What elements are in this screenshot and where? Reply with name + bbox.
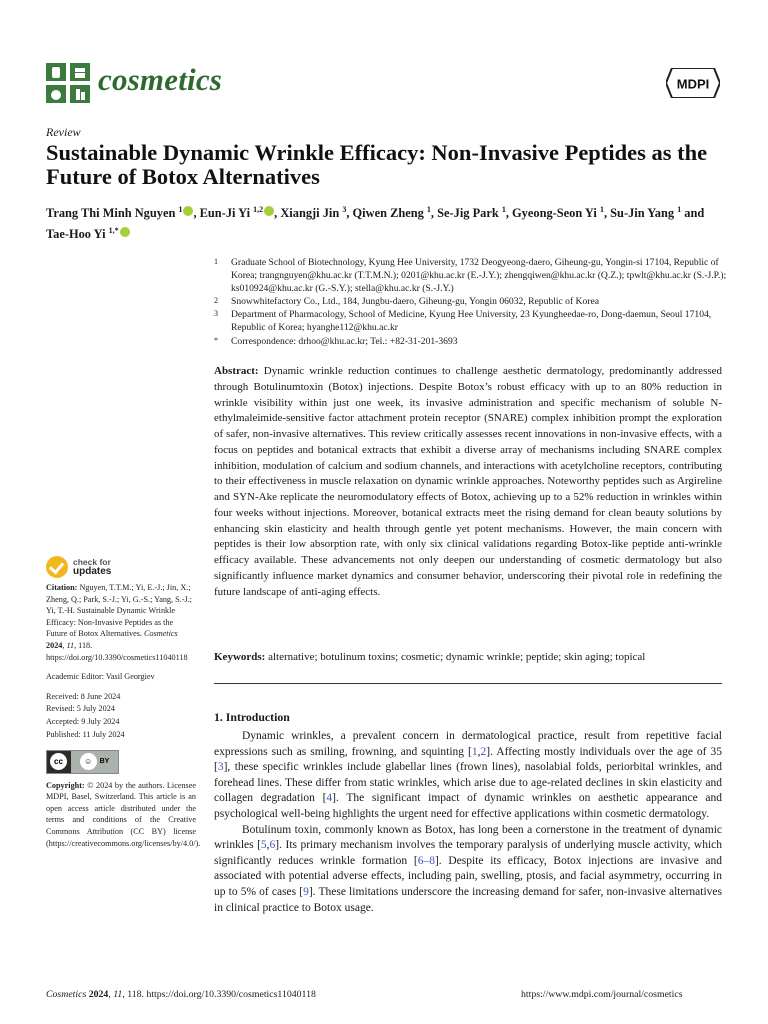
- attribution-person-icon: ☺: [80, 753, 97, 770]
- paragraph-text: ,: [266, 839, 270, 852]
- author-name: Qiwen Zheng: [352, 206, 424, 221]
- accepted-date: Accepted: 9 July 2024: [46, 717, 120, 727]
- affiliation-text: Graduate School of Biotechnology, Kyung Hee University, 1732 Deogyeong-daero, Giheung-gu, Yongin-si 17104, Republic of Korea; trangnguyen@khu.ac.kr (T.T.M.N.); 0201@khu.ac.kr (E.-J.Y.); zhengqiwen@khu.ac.kr (Q.Z.); tpwlt@khu.ac.kr (S.-J.P.); ks010924@khu.ac.kr (G.-S.Y.); stella@khu.ac.kr (S.-J.Y.): [231, 257, 727, 295]
- author-affiliation-mark: 3: [342, 205, 347, 214]
- author-name: Tae-Hoo Yi: [46, 227, 106, 242]
- affiliation-item: [214, 295, 729, 308]
- affiliation-mark: 2: [214, 296, 218, 306]
- published-date: Published: 11 July 2024: [46, 729, 125, 739]
- author-name: Su-Jin Yang: [610, 206, 675, 221]
- mdpi-logo: [666, 68, 720, 98]
- reference-link[interactable]: 4: [326, 792, 333, 805]
- article-type: Review: [46, 125, 81, 139]
- citation-doi[interactable]: , 118. https://doi.org/10.3390/cosmetics11040118: [46, 640, 188, 662]
- footer-journal-url[interactable]: https://www.mdpi.com/journal/cosmetics: [521, 989, 683, 1000]
- copyright-text: © 2024 by the authors. Licensee MDPI, Basel, Switzerland. This article is an open access article distributed under the terms and conditions of the Creative Commons Attribution (CC BY) license (https://creativecommons.org/licenses/by/4.0/).: [46, 780, 201, 848]
- footer-year: 2024: [88, 989, 109, 1000]
- author-affiliation-mark: 1: [501, 205, 506, 214]
- affiliation-text: Correspondence: drhoo@khu.ac.kr; Tel.: +82-31-201-3693: [231, 335, 458, 347]
- author-separator: ,: [505, 206, 513, 221]
- author-name: Gyeong-Seon Yi: [512, 206, 597, 221]
- abstract-text: Dynamic wrinkle reduction continues to challenge aesthetic dermatology, predominantly addressed through Botulinumtoxin (Botox) injections. Despite Botox’s robust efficacy with up to an 80% reduction in wrinkle visibility within just one week, its invasive administration and specific mechanism of soluble N-ethylmaleimide-sensitive factor attachment protein receptor (SNARE) complex inhibition prompt the exploration of safer, non-invasive alternatives. This review critically assesses recent innovations in non-invasive effects, with a focus on peptides and botanical extracts that exhibit a diverse array of mechanisms including SNARE complex inhibition, modulation of calcium and sodium channels, and interactions with acetylcholine receptors, contributing to their effectiveness in muscle relaxation on dynamic wrinkle approaches. Noteworthy peptides such as Argireline and SYN-Ake replicate the neuromodulatory effects of Botox, achieving up to a 52% reduction in wrinkles within four weeks without injections. Moreover, botanical extracts meet the rising demand for clean beauty solutions by enhancing skin elasticity and health through gentle yet potent mechanisms. However, the main concern with peptides is their low absorption rate, with only six clinical validations regarding Botox-like peptide anti-wrinkle efficacy available. These advancements not only deepen our understanding of cosmetic dermatology but also significantly influence market dynamics and consumer behavior, underscoring their pivotal role in redefining the future landscape of anti-aging effects.: [214, 365, 723, 598]
- affiliations: [214, 256, 729, 348]
- paragraph-text: ], these specific wrinkles include glabellar lines (frown lines), nasolabial folds, periorbital wrinkles, and forehead lines. These differ from static wrinkles, which arise due to age-related declines in skin elasticity and collagen degradation [: [214, 761, 722, 805]
- reference-link[interactable]: 5: [260, 839, 267, 852]
- affiliation-text: Snowwhitefactory Co., Ltd., 184, Jungbu-daero, Giheung-gu, Yongin 06032, Republic of Korea: [231, 296, 599, 308]
- footer-citation: Cosmetics 2024, 11, 118. https://doi.org/10.3390/cosmetics11040118: [46, 989, 316, 1000]
- received-date: Received: 8 June 2024: [46, 691, 121, 701]
- reference-link[interactable]: 3: [217, 761, 224, 774]
- author-separator: ,: [274, 206, 281, 221]
- checkmark-icon: [46, 556, 68, 578]
- paragraph-text: Dynamic wrinkles, a prevalent concern in dermatological practice, result from repetitive facial expressions such as smiling, frowning, and squinting [: [214, 730, 722, 758]
- author-name: Se-Jig Park: [437, 206, 499, 221]
- paragraph-text: ]. The significant impact of dynamic wrinkles on aesthetic appearance and psychological well-being highlights the urgent need for effective applications within cosmetic dermatology.: [214, 792, 722, 820]
- introduction-body: [214, 729, 722, 916]
- orcid-icon[interactable]: [183, 206, 193, 216]
- academic-editor: Academic Editor: Vasil Georgiev: [46, 672, 155, 682]
- paper-title: Sustainable Dynamic Wrinkle Efficacy: Non-Invasive Peptides as the Future of Botox Alternatives: [46, 140, 708, 189]
- paragraph-text: ]. These limitations underscore the increasing demand for safer, non-invasive alternatives in clinical practice to Botox usage.: [214, 885, 722, 914]
- footer-doi[interactable]: , 118. https://doi.org/10.3390/cosmetics11040118: [122, 989, 316, 1000]
- citation-journal: Cosmetics: [144, 629, 178, 639]
- author-affiliation-mark: 1: [178, 205, 183, 214]
- author-list: [46, 201, 726, 243]
- reference-link[interactable]: 6: [269, 839, 276, 852]
- paragraph-text: ,: [477, 745, 481, 758]
- author-affiliation-mark: 1: [599, 205, 604, 214]
- footer-journal: Cosmetics: [46, 989, 87, 1000]
- author-affiliation-mark: 1: [426, 205, 431, 214]
- check-for-updates-button[interactable]: [46, 556, 196, 578]
- affiliation-item: [214, 256, 729, 295]
- section-divider: [214, 683, 722, 684]
- abstract: [214, 364, 722, 600]
- copyright-label: Copyright:: [46, 780, 85, 790]
- affiliation-mark: 3: [214, 309, 218, 319]
- check-for-label: check for: [73, 557, 111, 567]
- author-separator: ,: [346, 206, 353, 221]
- orcid-icon[interactable]: [120, 227, 130, 237]
- keywords: [214, 650, 722, 665]
- author-affiliation-mark: 1,2: [253, 205, 264, 214]
- author-affiliation-mark: 1,*: [108, 226, 119, 236]
- footer-volume: 11: [113, 989, 123, 1000]
- journal-logo-icon: [46, 63, 90, 103]
- mdpi-logo-text: MDPI: [676, 76, 710, 92]
- paragraph-text: ]. Affecting mostly individuals over the age of 35 [: [214, 745, 722, 774]
- affiliation-mark: *: [214, 335, 218, 345]
- author-separator: ,: [430, 206, 438, 221]
- paragraph-text: ]. Its primary mechanism involves the temporary paralysis of underlying muscle activity, which significantly reduces wrinkle formation [: [214, 839, 722, 867]
- citation-volume: 11: [66, 640, 75, 650]
- reference-link[interactable]: 9: [303, 885, 309, 898]
- updates-label: updates: [73, 566, 112, 577]
- author-name: Xiangji Jin: [280, 206, 340, 221]
- cc-icon: cc: [50, 753, 67, 770]
- paragraph: [214, 823, 722, 917]
- author-separator: ,: [193, 206, 200, 221]
- journal-name: cosmetics: [98, 62, 223, 97]
- author-affiliation-mark: 1: [677, 205, 682, 214]
- author-separator: and: [681, 206, 705, 221]
- author-name: Eun-Ji Yi: [199, 206, 251, 221]
- paragraph-text: Botulinum toxin, commonly known as Botox, has long been a cornerstone in the treatment of dynamic wrinkles [: [214, 823, 722, 852]
- affiliation-item: [214, 335, 729, 348]
- author-separator: ,: [603, 206, 611, 221]
- reference-link[interactable]: 6–8: [417, 854, 435, 867]
- affiliation-text: Department of Pharmacology, School of Medicine, Kyung Hee University, 23 Kyungheedae-ro, Dong-daemun, Seoul 17104, Republic of Korea; hyanghe112@khu.ac.kr: [231, 309, 712, 334]
- paragraph-text: ]. Despite its efficacy, Botox injections are invasive and associated with potential adverse effects, including pain, swelling, ptosis, and facial asymmetry, occurring in up to 5% of cases [: [214, 854, 722, 898]
- reference-link[interactable]: 2: [480, 745, 487, 758]
- keywords-label: Keywords:: [214, 651, 266, 663]
- reference-link[interactable]: 1: [471, 745, 478, 758]
- orcid-icon[interactable]: [264, 206, 274, 216]
- section-heading-introduction: 1. Introduction: [214, 710, 290, 724]
- cc-by-license-badge[interactable]: [46, 750, 119, 774]
- citation-text: Nguyen, T.T.M.; Yi, E.-J.; Jin, X.; Zheng, Q.; Park, S.-J.; Yi, G.-S.; Yang, S.-J.; Yi, T.-H. Sustainable Dynamic Wrinkle Efficacy: Non-Invasive Peptides as the Future of Botox Alternatives.: [46, 583, 192, 639]
- by-label: BY: [99, 757, 110, 765]
- author-name: Trang Thi Minh Nguyen: [46, 206, 176, 221]
- citation-year: 2024: [46, 640, 63, 650]
- copyright: [46, 780, 201, 850]
- citation: Citation: Nguyen, T.T.M.; Yi, E.-J.; Jin, X.; Zheng, Q.; Park, S.-J.; Yi, G.-S.; Yang, S.-J.; Yi, T.-H. Sustainable Dynamic Wrinkle Efficacy: Non-Invasive Peptides as the Future of Botox Alternatives. Cosmetics 2024, 11, 118. https://doi.org/10.3390/cosmetics11040118: [46, 583, 192, 662]
- affiliation-item: [214, 308, 729, 334]
- affiliation-mark: 1: [214, 257, 218, 266]
- history-dates: [46, 691, 196, 742]
- keywords-text: alternative; botulinum toxins; cosmetic; dynamic wrinkle; peptide; skin aging; topical: [268, 651, 646, 663]
- sidebar: [46, 556, 201, 849]
- citation-label: Citation:: [46, 583, 78, 592]
- revised-date: Revised: 5 July 2024: [46, 704, 115, 714]
- paragraph: [214, 729, 722, 823]
- abstract-label: Abstract:: [214, 365, 259, 377]
